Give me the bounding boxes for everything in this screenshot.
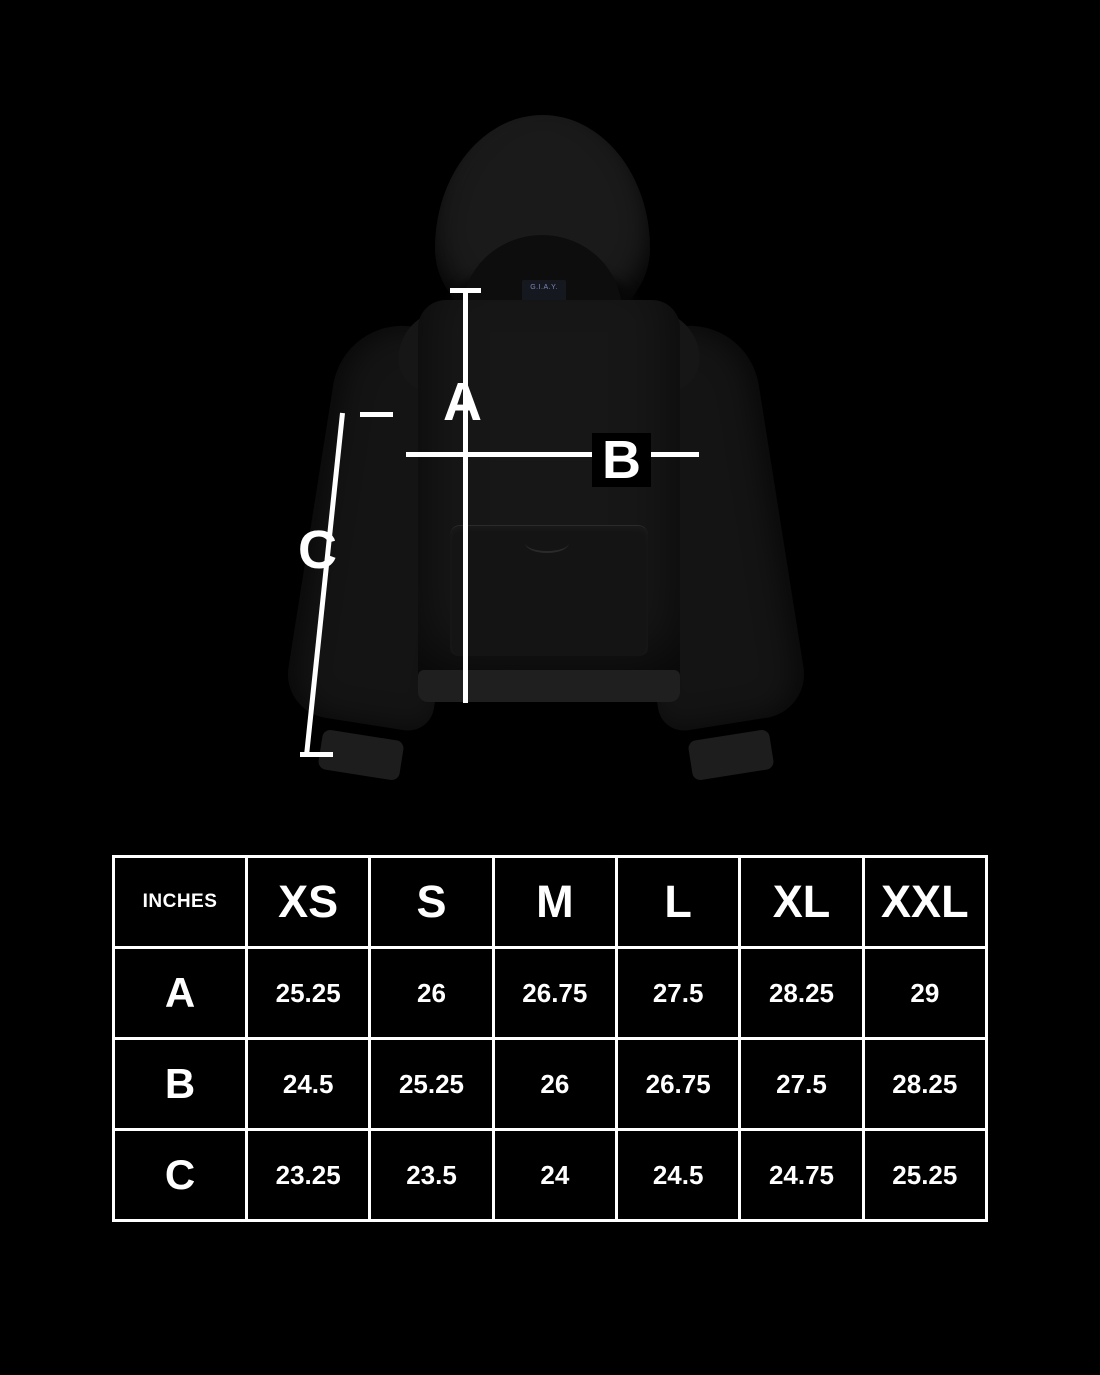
measure-c-label: C bbox=[298, 520, 337, 580]
cell-c-xxl: 25.25 bbox=[863, 1130, 986, 1221]
cell-a-m: 26.75 bbox=[493, 948, 616, 1039]
neck-label-text: G.I.A.Y. bbox=[530, 284, 558, 291]
table-row bbox=[114, 1039, 987, 1130]
cell-c-xs: 23.25 bbox=[247, 1130, 370, 1221]
pocket-notch bbox=[525, 533, 569, 553]
cell-c-s: 23.5 bbox=[370, 1130, 493, 1221]
size-chart-table bbox=[112, 855, 988, 1222]
table-header-row bbox=[114, 857, 987, 948]
size-chart bbox=[112, 855, 988, 1222]
size-header-xxl: XXL bbox=[863, 857, 986, 948]
hem-band bbox=[418, 670, 680, 702]
cell-a-l: 27.5 bbox=[616, 948, 739, 1039]
row-key-c: C bbox=[114, 1130, 247, 1221]
cell-a-xs: 25.25 bbox=[247, 948, 370, 1039]
measure-a-label: A bbox=[443, 372, 482, 432]
units-label: INCHES bbox=[114, 857, 247, 948]
size-header-s: S bbox=[370, 857, 493, 948]
size-header-m: M bbox=[493, 857, 616, 948]
size-header-xs: XS bbox=[247, 857, 370, 948]
row-key-b: B bbox=[114, 1039, 247, 1130]
cuff-right bbox=[687, 729, 774, 781]
cell-b-xxl: 28.25 bbox=[863, 1039, 986, 1130]
cell-c-m: 24 bbox=[493, 1130, 616, 1221]
measure-b-label: B bbox=[592, 433, 651, 487]
measure-a-line bbox=[463, 288, 468, 703]
cell-b-s: 25.25 bbox=[370, 1039, 493, 1130]
size-header-xl: XL bbox=[740, 857, 863, 948]
cell-a-xxl: 29 bbox=[863, 948, 986, 1039]
measure-b-line bbox=[406, 452, 699, 457]
cell-a-s: 26 bbox=[370, 948, 493, 1039]
table-row bbox=[114, 948, 987, 1039]
measure-c-tick-top bbox=[360, 412, 393, 417]
cell-b-xl: 27.5 bbox=[740, 1039, 863, 1130]
cell-a-xl: 28.25 bbox=[740, 948, 863, 1039]
cell-b-l: 26.75 bbox=[616, 1039, 739, 1130]
measure-c-tick-bottom bbox=[300, 752, 333, 757]
size-header-l: L bbox=[616, 857, 739, 948]
row-key-a: A bbox=[114, 948, 247, 1039]
cell-c-l: 24.5 bbox=[616, 1130, 739, 1221]
neck-label bbox=[522, 280, 566, 302]
cell-b-m: 26 bbox=[493, 1039, 616, 1130]
table-row bbox=[114, 1130, 987, 1221]
cell-c-xl: 24.75 bbox=[740, 1130, 863, 1221]
cell-b-xs: 24.5 bbox=[247, 1039, 370, 1130]
